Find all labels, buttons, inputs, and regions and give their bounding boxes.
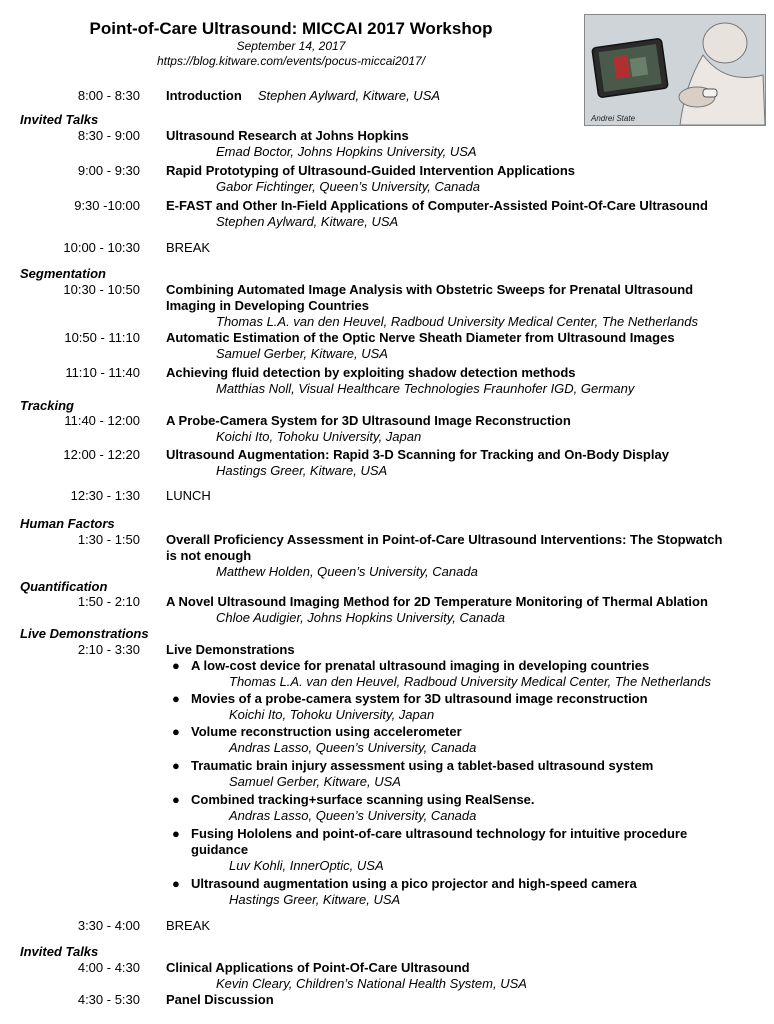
- talk-title: [166, 365, 736, 381]
- talk-title-text: Rapid Prototyping of Ultrasound-Guided Intervention Applications: [166, 163, 576, 178]
- bullet-marker: ●: [172, 758, 180, 773]
- time-slot: 10:00 - 10:30: [63, 240, 140, 255]
- talk-title: [166, 447, 736, 463]
- talk-title-text: BREAK: [166, 240, 211, 255]
- schedule-row: [0, 642, 774, 658]
- speaker: Emad Boctor, Johns Hopkins University, USA: [216, 144, 477, 159]
- schedule-row: [0, 532, 774, 579]
- talk-title-continued: Imaging in Developing Countries: [166, 298, 369, 313]
- schedule-row: [0, 413, 774, 444]
- event-date: September 14, 2017: [236, 39, 346, 53]
- demo-presenter: Samuel Gerber, Kitware, USA: [229, 774, 401, 789]
- talk-title-text: Combining Automated Image Analysis with Obstetric Sweeps for Prenatal Ultrasound: [166, 282, 694, 297]
- demo-item: [0, 724, 774, 755]
- schedule-row: [0, 128, 774, 159]
- bullet-marker: ●: [172, 658, 180, 673]
- demo-title: Volume reconstruction using accelerometer: [191, 724, 462, 739]
- speaker: Thomas L.A. van den Heuvel, Radboud University Medical Center, The Netherlands: [216, 314, 698, 329]
- schedule-row: [0, 594, 774, 625]
- page-title: Point-of-Care Ultrasound: MICCAI 2017 Workshop: [89, 19, 493, 38]
- talk-title: [166, 163, 736, 179]
- talk-title-text: A Novel Ultrasound Imaging Method for 2D Temperature Monitoring of Thermal Ablation: [166, 594, 708, 609]
- schedule-row: [0, 918, 774, 934]
- talk-title-text: Overall Proficiency Assessment in Point-of-Care Ultrasound Interventions: The Stopwatch: [166, 532, 723, 547]
- time-slot: 4:00 - 4:30: [77, 960, 140, 975]
- speaker: Stephen Aylward, Kitware, USA: [216, 214, 399, 229]
- section-row: [0, 112, 774, 128]
- talk-title: [166, 532, 736, 548]
- talk-title: [166, 128, 736, 144]
- talk-title-text: Live Demonstrations: [166, 642, 295, 657]
- speaker: Koichi Ito, Tohoku University, Japan: [216, 429, 422, 444]
- demo-title: Traumatic brain injury assessment using a tablet-based ultrasound system: [191, 758, 654, 773]
- schedule-row: [0, 282, 774, 329]
- talk-title-text: BREAK: [166, 918, 211, 933]
- speaker: Samuel Gerber, Kitware, USA: [216, 346, 388, 361]
- bullet-marker: ●: [172, 826, 180, 841]
- demo-title: A low-cost device for prenatal ultrasound imaging in developing countries: [191, 658, 650, 673]
- schedule-row: [0, 365, 774, 396]
- speaker: Matthias Noll, Visual Healthcare Technologies Fraunhofer IGD, Germany: [216, 381, 635, 396]
- break-label: [166, 918, 736, 934]
- section-row: [0, 626, 774, 642]
- bullet-marker: ●: [172, 876, 180, 891]
- demo-title: Fusing Hololens and point-of-care ultrasound technology for intuitive procedure: [191, 826, 688, 841]
- inline-speaker: Stephen Aylward, Kitware, USA: [257, 88, 441, 103]
- talk-title-continued: is not enough: [166, 548, 252, 563]
- demo-presenter: Hastings Greer, Kitware, USA: [229, 892, 401, 907]
- talk-title: [166, 992, 736, 1008]
- talk-title: [166, 642, 736, 658]
- speaker: Matthew Holden, Queen’s University, Canada: [216, 564, 478, 579]
- speaker: Kevin Cleary, Children’s National Health System, USA: [216, 976, 527, 991]
- talk-title: [166, 594, 736, 610]
- talk-title-text: Clinical Applications of Point-Of-Care Ultrasound: [166, 960, 470, 975]
- demo-item: [0, 758, 774, 789]
- time-slot: 10:50 - 11:10: [64, 330, 140, 345]
- break-label: [166, 240, 736, 256]
- talk-title-text: A Probe-Camera System for 3D Ultrasound Image Reconstruction: [166, 413, 571, 428]
- talk-title: [166, 198, 736, 214]
- bullet-marker: ●: [172, 724, 180, 739]
- bullet-marker: ●: [172, 691, 180, 706]
- talk-title-text: LUNCH: [166, 488, 211, 503]
- demo-item: [0, 876, 774, 907]
- schedule-row: [0, 960, 774, 991]
- demo-title: Combined tracking+surface scanning using RealSense.: [191, 792, 535, 807]
- schedule-row: [0, 240, 774, 256]
- time-slot: 1:30 - 1:50: [77, 532, 140, 547]
- talk-title-text: E-FAST and Other In-Field Applications of Computer-Assisted Point-Of-Care Ultrasound: [166, 198, 708, 213]
- schedule-row: [0, 447, 774, 478]
- demo-item: [0, 792, 774, 823]
- time-slot: 11:40 - 12:00: [64, 413, 140, 428]
- talk-title: [166, 413, 736, 429]
- time-slot: 8:30 - 9:00: [77, 128, 140, 143]
- talk-title-text: Panel Discussion: [166, 992, 274, 1007]
- talk-title-text: Achieving fluid detection by exploiting shadow detection methods: [166, 365, 576, 380]
- section-row: [0, 579, 774, 595]
- section-row: [0, 398, 774, 414]
- speaker: Gabor Fichtinger, Queen’s University, Canada: [216, 179, 480, 194]
- section-row: [0, 266, 774, 282]
- time-slot: 3:30 - 4:00: [77, 918, 140, 933]
- demo-item: [0, 691, 774, 722]
- section-heading: Segmentation: [20, 266, 106, 281]
- talk-title: [166, 960, 736, 976]
- speaker: Chloe Audigier, Johns Hopkins University, Canada: [216, 610, 506, 625]
- demo-item: [0, 658, 774, 689]
- demo-presenter: Andras Lasso, Queen’s University, Canada: [229, 740, 477, 755]
- time-slot: 2:10 - 3:30: [77, 642, 140, 657]
- demo-presenter: Thomas L.A. van den Heuvel, Radboud University Medical Center, The Netherlands: [229, 674, 711, 689]
- time-slot: 10:30 - 10:50: [63, 282, 140, 297]
- section-heading: Human Factors: [20, 516, 115, 531]
- time-slot: 9:00 - 9:30: [77, 163, 140, 178]
- section-heading: Invited Talks: [20, 944, 99, 959]
- photo-credit: Andrei State: [591, 114, 636, 123]
- demo-title: Ultrasound augmentation using a pico projector and high-speed camera: [191, 876, 637, 891]
- speaker: Hastings Greer, Kitware, USA: [216, 463, 388, 478]
- time-slot: 11:10 - 11:40: [65, 365, 140, 380]
- time-slot: 4:30 - 5:30: [77, 992, 140, 1007]
- talk-title-text: Introduction: [166, 88, 242, 103]
- demo-title-continued: guidance: [191, 842, 249, 857]
- talk-title-text: Ultrasound Research at Johns Hopkins: [166, 128, 409, 143]
- schedule-row: [0, 198, 774, 229]
- section-heading: Quantification: [20, 579, 108, 594]
- event-url: https://blog.kitware.com/events/pocus-miccai2017/: [156, 54, 426, 68]
- bullet-marker: ●: [172, 792, 180, 807]
- talk-title-text: Ultrasound Augmentation: Rapid 3-D Scanning for Tracking and On-Body Display: [166, 447, 669, 462]
- time-slot: 9:30 -10:00: [74, 198, 140, 213]
- schedule-row: [0, 488, 774, 504]
- schedule-row: [0, 163, 774, 194]
- talk-title-text: Automatic Estimation of the Optic Nerve Sheath Diameter from Ultrasound Images: [166, 330, 675, 345]
- demo-presenter: Luv Kohli, InnerOptic, USA: [229, 858, 384, 873]
- time-slot: 12:30 - 1:30: [70, 488, 140, 503]
- demo-title: Movies of a probe-camera system for 3D ultrasound image reconstruction: [191, 691, 648, 706]
- talk-title: [166, 282, 736, 298]
- section-heading: Tracking: [20, 398, 74, 413]
- section-row: [0, 516, 774, 532]
- time-slot: 8:00 - 8:30: [77, 88, 140, 103]
- talk-title: [166, 330, 736, 346]
- break-label: [166, 488, 736, 504]
- schedule-row: [0, 330, 774, 361]
- schedule-row: [0, 992, 774, 1008]
- section-heading: Invited Talks: [20, 112, 99, 127]
- schedule-row: [0, 88, 774, 104]
- demo-presenter: Andras Lasso, Queen’s University, Canada: [229, 808, 477, 823]
- section-heading: Live Demonstrations: [20, 626, 149, 641]
- talk-title: [166, 88, 736, 104]
- time-slot: 12:00 - 12:20: [63, 447, 140, 462]
- demo-presenter: Koichi Ito, Tohoku University, Japan: [229, 707, 435, 722]
- section-row: [0, 944, 774, 960]
- time-slot: 1:50 - 2:10: [77, 594, 140, 609]
- demo-item: [0, 826, 774, 873]
